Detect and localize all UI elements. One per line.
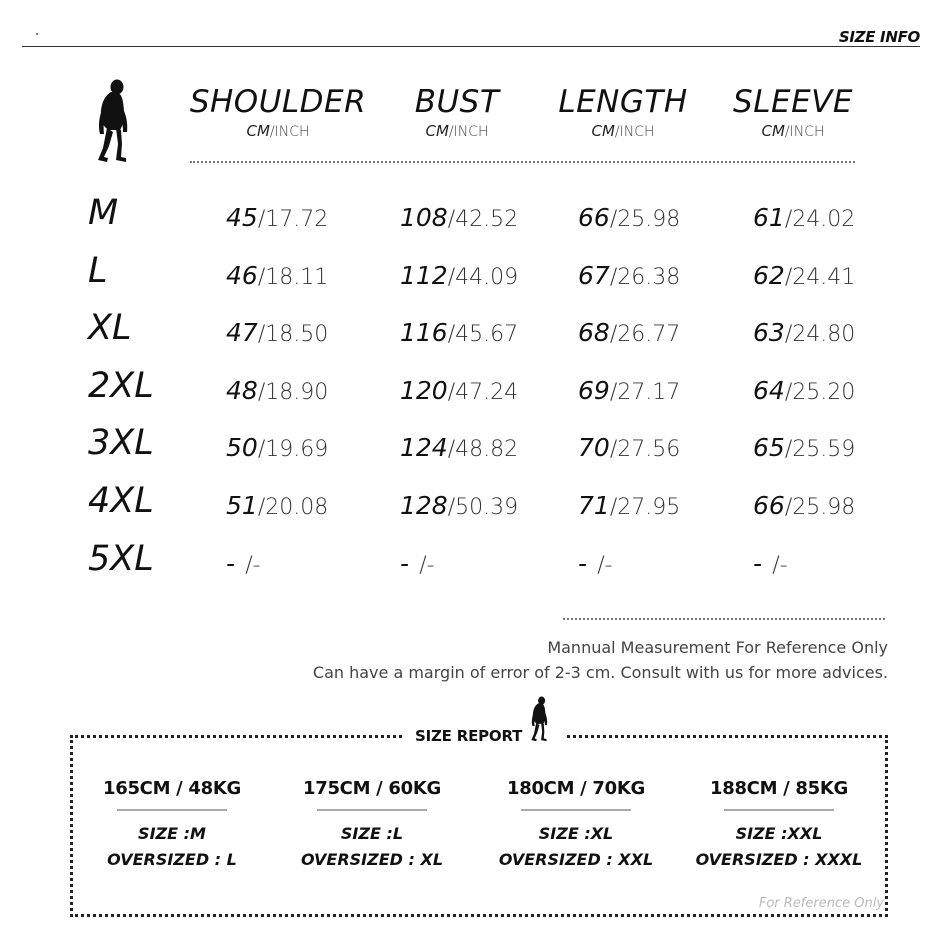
cell-shoulder-3xl: 50/19.69: [226, 433, 329, 462]
height-weight: 180CM / 70KG: [507, 778, 645, 799]
cell-bust-m: 108/42.52: [400, 203, 519, 232]
cell-length-xl: 68/26.77: [578, 318, 681, 347]
reference-footnote: For Reference Only: [758, 896, 884, 911]
column-title: SHOULDER: [189, 84, 367, 120]
cell-shoulder-2xl: 48/18.90: [226, 376, 329, 405]
size-report-item: [684, 778, 874, 873]
size-label-xl: XL: [88, 308, 132, 348]
margin-note: Can have a margin of error of 2-3 cm. Consult with us for more advices.: [312, 663, 888, 682]
size-report-title: SIZE REPORT: [415, 727, 523, 745]
cell-length-l: 67/26.38: [578, 261, 681, 290]
item-divider: [317, 809, 427, 811]
item-divider: [117, 809, 227, 811]
cell-length-5xl: - /-: [578, 549, 613, 578]
recommended-size: SIZE :M: [138, 824, 206, 843]
cell-bust-xl: 116/45.67: [400, 318, 519, 347]
cell-bust-4xl: 128/50.39: [400, 491, 519, 520]
column-unit: CM/INCH: [761, 122, 825, 140]
column-title: BUST: [414, 84, 500, 120]
cell-shoulder-4xl: 51/20.08: [226, 491, 329, 520]
oversized-size: OVERSIZED : XXL: [498, 850, 654, 869]
size-info-tag: SIZE INFO: [838, 28, 920, 46]
dotted-divider: [563, 618, 885, 620]
height-weight: 165CM / 48KG: [103, 778, 241, 799]
size-label-3xl: 3XL: [88, 423, 154, 463]
oversized-size: OVERSIZED : L: [107, 850, 237, 869]
column-header-sleeve: [693, 84, 893, 140]
cell-sleeve-5xl: - /-: [753, 549, 788, 578]
size-label-l: L: [88, 251, 108, 291]
column-title: LENGTH: [558, 84, 688, 120]
column-header-shoulder: [178, 84, 378, 140]
size-label-4xl: 4XL: [88, 481, 154, 521]
cell-length-3xl: 70/27.56: [578, 433, 681, 462]
height-weight: 175CM / 60KG: [303, 778, 441, 799]
dotted-divider: [190, 161, 855, 163]
cell-shoulder-l: 46/18.11: [226, 261, 329, 290]
recommended-size: SIZE :XXL: [735, 824, 823, 843]
recommended-size: SIZE :XL: [538, 824, 614, 843]
column-unit: CM/INCH: [246, 122, 310, 140]
column-title: SLEEVE: [733, 84, 853, 120]
size-label-m: M: [88, 193, 119, 233]
size-report-item: [77, 778, 267, 873]
cell-bust-l: 112/44.09: [400, 261, 519, 290]
cell-sleeve-xl: 63/24.80: [753, 318, 856, 347]
ape-figure-icon: [90, 78, 138, 164]
oversized-size: OVERSIZED : XXXL: [695, 850, 863, 869]
cell-shoulder-5xl: - /-: [226, 549, 261, 578]
cell-sleeve-4xl: 66/25.98: [753, 491, 856, 520]
measurement-note: Mannual Measurement For Reference Only: [547, 638, 888, 657]
column-unit: CM/INCH: [425, 122, 489, 140]
cell-shoulder-m: 45/17.72: [226, 203, 329, 232]
cell-bust-5xl: - /-: [400, 549, 435, 578]
recommended-size: SIZE :L: [340, 824, 404, 843]
cell-sleeve-2xl: 64/25.20: [753, 376, 856, 405]
top-divider: [22, 46, 920, 47]
cell-bust-2xl: 120/47.24: [400, 376, 519, 405]
item-divider: [521, 809, 631, 811]
height-weight: 188CM / 85KG: [710, 778, 848, 799]
cell-shoulder-xl: 47/18.50: [226, 318, 329, 347]
oversized-size: OVERSIZED : XL: [300, 850, 444, 869]
column-unit: CM/INCH: [591, 122, 655, 140]
size-report-item: [481, 778, 671, 873]
size-label-5xl: 5XL: [88, 539, 154, 579]
cell-sleeve-l: 62/24.41: [753, 261, 856, 290]
cell-length-4xl: 71/27.95: [578, 491, 681, 520]
size-report-item: [277, 778, 467, 873]
size-label-2xl: 2XL: [88, 366, 154, 406]
cell-bust-3xl: 124/48.82: [400, 433, 519, 462]
cell-sleeve-3xl: 65/25.59: [753, 433, 856, 462]
cell-length-m: 66/25.98: [578, 203, 681, 232]
item-divider: [724, 809, 834, 811]
decorative-dot: [36, 33, 38, 35]
cell-length-2xl: 69/27.17: [578, 376, 681, 405]
cell-sleeve-m: 61/24.02: [753, 203, 856, 232]
ape-figure-icon: [527, 694, 553, 744]
